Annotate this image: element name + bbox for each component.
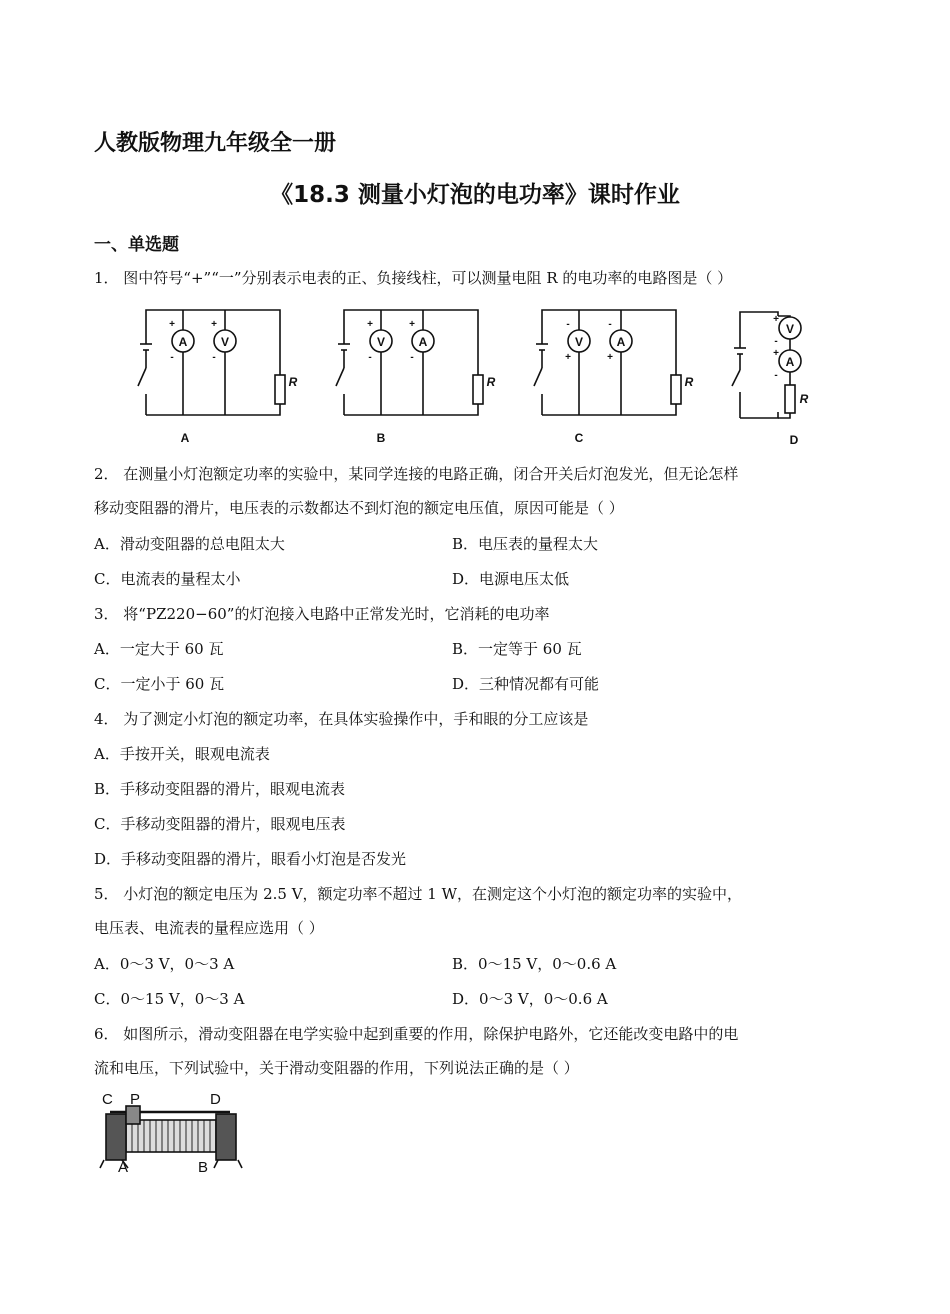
svg-text:+: + [773, 314, 779, 325]
q5-option-d[interactable]: D．0～3 V，0～0.6 A [452, 990, 608, 1008]
q2-option-d[interactable]: D．电源电压太低 [452, 570, 570, 588]
q3-option-b[interactable]: B．一定等于 60 瓦 [452, 640, 582, 658]
svg-text:-: - [212, 352, 216, 363]
question-5-line2: 电压表、电流表的量程应选用（ ） [94, 919, 324, 937]
q4-option-b[interactable]: B．手移动变阻器的滑片，眼观电流表 [94, 780, 346, 798]
svg-text:A: A [178, 335, 188, 349]
svg-text:+: + [773, 348, 779, 359]
svg-text:A: A [418, 335, 428, 349]
q4-option-a[interactable]: A．手按开关，眼观电流表 [94, 745, 270, 763]
q5-option-b[interactable]: B．0～15 V，0～0.6 A [452, 955, 617, 973]
page-title: 《18.3 测量小灯泡的电功率》课时作业 [270, 182, 680, 208]
svg-text:A: A [785, 355, 795, 369]
question-1-text: 1． 图中符号“+”“一”分别表示电表的正、负接线柱，可以测量电阻 R 的电功率的电路图是（ ） [94, 269, 733, 287]
svg-text:-: - [608, 319, 612, 330]
rheostat-label-a: A [118, 1159, 129, 1175]
svg-text:-: - [774, 336, 778, 347]
q3-option-d[interactable]: D．三种情况都有可能 [452, 675, 600, 693]
svg-text:R: R [684, 375, 694, 389]
rheostat-label-b: B [198, 1159, 209, 1175]
rheostat-label-c: C [102, 1091, 113, 1108]
rheostat-figure [98, 1090, 248, 1175]
svg-text:R: R [486, 375, 496, 389]
circuit-b-label: B [376, 431, 386, 445]
question-3-text: 3． 将“PZ220−60”的灯泡接入电路中正常发光时，它消耗的电功率 [94, 605, 550, 623]
svg-text:-: - [774, 370, 778, 381]
svg-text:-: - [170, 352, 174, 363]
svg-text:+: + [211, 319, 217, 330]
circuit-diagrams [120, 300, 840, 450]
svg-text:V: V [220, 335, 230, 349]
q4-option-d[interactable]: D．手移动变阻器的滑片，眼看小灯泡是否发光 [94, 850, 407, 868]
question-6-line2: 流和电压，下列试验中，关于滑动变阻器的作用，下列说法正确的是（ ） [94, 1059, 579, 1077]
svg-text:-: - [410, 352, 414, 363]
circuit-a-label: A [180, 431, 190, 445]
q5-option-c[interactable]: C．0～15 V，0～3 A [94, 990, 245, 1008]
svg-text:V: V [574, 335, 584, 349]
svg-text:R: R [799, 392, 809, 406]
question-4-text: 4． 为了测定小灯泡的额定功率，在具体实验操作中，手和眼的分工应该是 [94, 710, 589, 728]
svg-text:R: R [288, 375, 298, 389]
q5-option-a[interactable]: A．0～3 V，0～3 A [94, 955, 235, 973]
q3-option-a[interactable]: A．一定大于 60 瓦 [94, 640, 224, 658]
q2-option-a[interactable]: A．滑动变阻器的总电阻太大 [94, 535, 285, 553]
rheostat-label-p: P [130, 1091, 141, 1108]
rheostat-label-d: D [210, 1091, 221, 1108]
svg-text:+: + [409, 319, 415, 330]
svg-text:+: + [607, 352, 613, 363]
question-5-line1: 5． 小灯泡的额定电压为 2.5 V，额定功率不超过 1 W，在测定这个小灯泡的额定功率的实验中， [94, 885, 743, 903]
book-title: 人教版物理九年级全一册 [94, 131, 337, 156]
svg-text:+: + [169, 319, 175, 330]
svg-text:V: V [376, 335, 386, 349]
q2-option-b[interactable]: B．电压表的量程太大 [452, 535, 599, 553]
svg-text:-: - [368, 352, 372, 363]
q4-option-c[interactable]: C．手移动变阻器的滑片，眼观电压表 [94, 815, 346, 833]
q3-option-c[interactable]: C．一定小于 60 瓦 [94, 675, 225, 693]
svg-text:V: V [785, 322, 795, 336]
question-2-line2: 移动变阻器的滑片，电压表的示数都达不到灯泡的额定电压值，原因可能是（ ） [94, 499, 624, 517]
question-6-line1: 6． 如图所示，滑动变阻器在电学实验中起到重要的作用，除保护电路外，它还能改变电路中的电 [94, 1025, 739, 1043]
q2-option-c[interactable]: C．电流表的量程太小 [94, 570, 241, 588]
svg-text:+: + [565, 352, 571, 363]
circuit-c-label: C [574, 431, 584, 445]
svg-text:A: A [616, 335, 626, 349]
section-heading: 一、单选题 [94, 235, 179, 255]
svg-text:-: - [566, 319, 570, 330]
svg-text:+: + [367, 319, 373, 330]
question-2-line1: 2． 在测量小灯泡额定功率的实验中，某同学连接的电路正确，闭合开关后灯泡发光，但无论怎样 [94, 465, 739, 483]
circuit-d-label: D [789, 433, 799, 447]
